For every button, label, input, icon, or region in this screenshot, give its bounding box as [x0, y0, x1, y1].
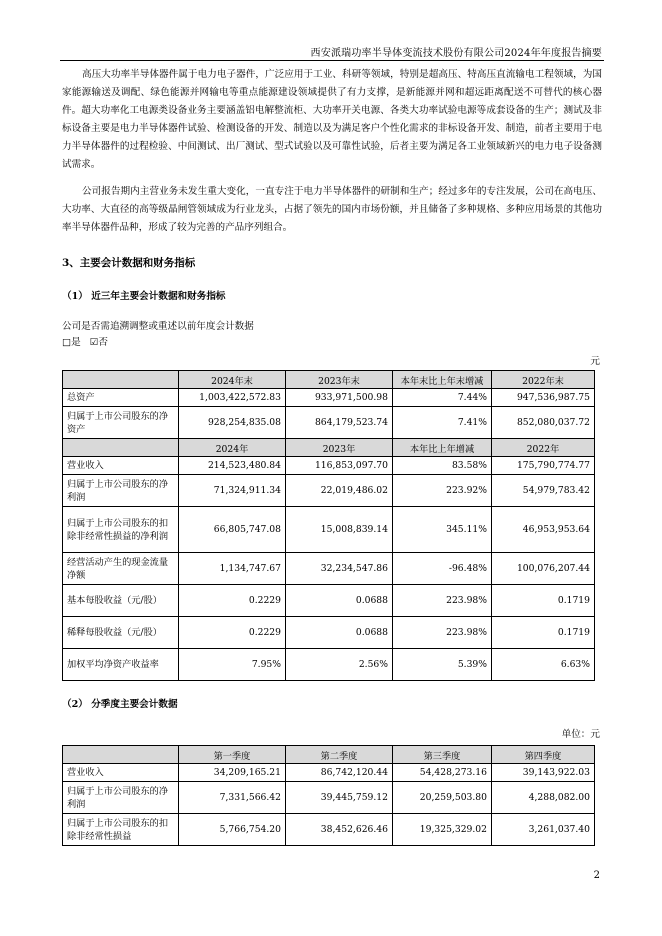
value-cell: 54,979,783.42: [492, 475, 595, 507]
table1-header-b-cell: [63, 439, 179, 457]
table-row: [63, 553, 595, 585]
value-cell: 15,008,839.14: [286, 507, 393, 553]
value-cell: 223.92%: [393, 475, 492, 507]
row-label: 总资产: [63, 389, 179, 407]
page-number: 2: [593, 870, 600, 881]
row-label: 稀释每股收益（元/股）: [63, 617, 179, 649]
table-row: [63, 585, 595, 617]
table-row: [63, 407, 595, 439]
value-cell: 39,445,759.12: [286, 782, 393, 814]
choice-yes-checkbox: □是: [62, 337, 81, 348]
value-cell: 6.63%: [492, 649, 595, 681]
value-cell: 4,288,082.00: [492, 782, 595, 814]
table-row: [63, 782, 595, 814]
table1-header-a-cell: [63, 371, 179, 389]
value-cell: 7.95%: [179, 649, 286, 681]
row-label: 经营活动产生的现金流量净额: [63, 553, 179, 585]
table1-header-a-cell: 2022年末: [492, 371, 595, 389]
quarterly-financial-table: [62, 745, 595, 846]
value-cell: 0.1719: [492, 617, 595, 649]
value-cell: 86,742,120.44: [286, 764, 393, 782]
value-cell: 0.2229: [179, 617, 286, 649]
three-year-financial-table: [62, 370, 595, 681]
value-cell: 116,853,097.70: [286, 457, 393, 475]
value-cell: 66,805,747.08: [179, 507, 286, 553]
table-row: [63, 814, 595, 846]
value-cell: 54,428,273.16: [393, 764, 492, 782]
value-cell: 19,325,329.02: [393, 814, 492, 846]
value-cell: 175,790,774.77: [492, 457, 595, 475]
subsection-heading-quarterly: （2） 分季度主要会计数据: [62, 699, 178, 710]
value-cell: 32,234,547.86: [286, 553, 393, 585]
value-cell: 2.56%: [286, 649, 393, 681]
table-row: [63, 649, 595, 681]
value-cell: 39,143,922.03: [492, 764, 595, 782]
table-row: [63, 475, 595, 507]
table1-header-b-cell: 本年比上年增减: [393, 439, 492, 457]
table-row: [63, 764, 595, 782]
table1-header-a-cell: 2024年末: [179, 371, 286, 389]
value-cell: 1,003,422,572.83: [179, 389, 286, 407]
table2-header-cell: 第三季度: [393, 746, 492, 764]
value-cell: 214,523,480.84: [179, 457, 286, 475]
value-cell: 34,209,165.21: [179, 764, 286, 782]
header-divider: [60, 60, 604, 61]
row-label: 归属于上市公司股东的扣除非经常性损益: [63, 814, 179, 846]
table1-header-row-b: [63, 439, 595, 457]
row-label: 归属于上市公司股东的净资产: [63, 407, 179, 439]
row-label: 归属于上市公司股东的净利润: [63, 782, 179, 814]
value-cell: 852,080,037.72: [492, 407, 595, 439]
value-cell: 38,452,626.46: [286, 814, 393, 846]
table2-header-cell: 第四季度: [492, 746, 595, 764]
table2-unit: 单位：元: [561, 729, 600, 740]
table1-header-a-cell: 2023年末: [286, 371, 393, 389]
value-cell: 223.98%: [393, 617, 492, 649]
value-cell: 928,254,835.08: [179, 407, 286, 439]
report-header-title: 西安派瑞功率半导体变流技术股份有限公司2024年年度报告摘要: [310, 48, 602, 59]
table-row: [63, 507, 595, 553]
value-cell: 7,331,566.42: [179, 782, 286, 814]
value-cell: 947,536,987.75: [492, 389, 595, 407]
value-cell: 1,134,747.67: [179, 553, 286, 585]
value-cell: 0.0688: [286, 617, 393, 649]
value-cell: 3,261,037.40: [492, 814, 595, 846]
table1-unit: 元: [590, 356, 600, 367]
value-cell: 5,766,754.20: [179, 814, 286, 846]
value-cell: 100,076,207.44: [492, 553, 595, 585]
subsection-heading-three-year: （1） 近三年主要会计数据和财务指标: [62, 291, 226, 302]
row-label: 归属于上市公司股东的净利润: [63, 475, 179, 507]
table1-header-a-cell: 本年末比上年末增减: [393, 371, 492, 389]
value-cell: 5.39%: [393, 649, 492, 681]
table-row: [63, 617, 595, 649]
value-cell: 345.11%: [393, 507, 492, 553]
business-paragraph-2: 公司报告期内主营业务未发生重大变化，一直专注于电力半导体器件的研制和生产；经过多年的专注发展，公司在高电压、大功率、大直径的高等级晶闸管领域成为行业龙头，占据了领先的国内市场份额，并且储备了多种规格、多种应用场景的其他功率半导体器件品种，形成了较为完善的产品序列组合。: [62, 186, 602, 234]
value-cell: 46,953,953.64: [492, 507, 595, 553]
business-paragraph-1: 高压大功率半导体器件属于电力电子器件，广泛应用于工业、科研等领域，特别是超高压、特高压直流输电工程领域，为国家能源输送及调配、绿色能源并网输电等重点能源建设领域提供了有力支撑，是新能源并网和超远距离配送不可替代的核心器件。超大功率化工电源类设备业务主要涵盖铝电解整流柜、大功率开关电源、各类大功率试验电源等成套设备的生产；测试及非标设备主要是电力半导体器件试验、检测设备的开发、制造以及为满足客户个性化需求的非标设备开发、制造，前者主要用于电力半导体器件的过程检验、中间测试、出厂测试、型式试验以及可靠性试验，后者主要为满足各工业领域新兴的电力电子设备测试需求。: [62, 69, 602, 171]
value-cell: 7.41%: [393, 407, 492, 439]
table2-header-cell: 第一季度: [179, 746, 286, 764]
value-cell: 0.1719: [492, 585, 595, 617]
value-cell: 83.58%: [393, 457, 492, 475]
value-cell: 20,259,503.80: [393, 782, 492, 814]
value-cell: 0.2229: [179, 585, 286, 617]
table1-header-b-cell: 2022年: [492, 439, 595, 457]
row-label: 基本每股收益（元/股）: [63, 585, 179, 617]
row-label: 营业收入: [63, 457, 179, 475]
table1-header-row-a: [63, 371, 595, 389]
restatement-question: 公司是否需追溯调整或重述以前年度会计数据: [62, 321, 254, 332]
value-cell: 71,324,911.34: [179, 475, 286, 507]
table1-header-b-cell: 2024年: [179, 439, 286, 457]
value-cell: 0.0688: [286, 585, 393, 617]
value-cell: -96.48%: [393, 553, 492, 585]
table2-header-row: [63, 746, 595, 764]
restatement-choices: [62, 334, 108, 348]
table2-header-cell: 第二季度: [286, 746, 393, 764]
row-label: 加权平均净资产收益率: [63, 649, 179, 681]
value-cell: 223.98%: [393, 585, 492, 617]
value-cell: 933,971,500.98: [286, 389, 393, 407]
table2-header-cell: [63, 746, 179, 764]
value-cell: 22,019,486.02: [286, 475, 393, 507]
value-cell: 864,179,523.74: [286, 407, 393, 439]
row-label: 营业收入: [63, 764, 179, 782]
table-row: [63, 389, 595, 407]
choice-no-checkbox: ☑否: [89, 337, 108, 348]
row-label: 归属于上市公司股东的扣除非经常性损益的净利润: [63, 507, 179, 553]
value-cell: 7.44%: [393, 389, 492, 407]
table-row: [63, 457, 595, 475]
table1-header-b-cell: 2023年: [286, 439, 393, 457]
section-heading-accounting: 3、主要会计数据和财务指标: [62, 257, 196, 269]
